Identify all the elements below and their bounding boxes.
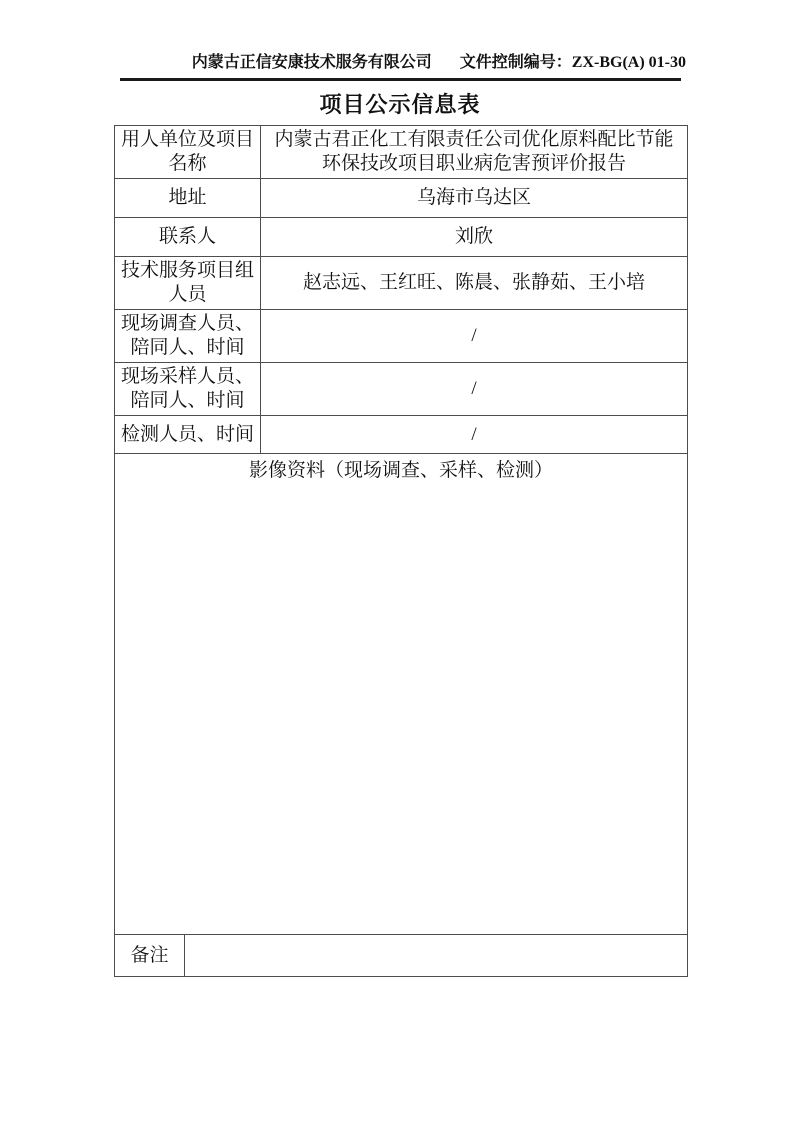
address-value: 乌海市乌达区 [261,179,688,218]
table-row [115,310,688,363]
table-row [115,218,688,257]
table-row [115,935,688,977]
project-info-table [114,125,688,977]
remark-label: 备注 [115,935,185,977]
site-sampling-label: 现场采样人员、陪同人、时间 [115,363,261,416]
site-survey-value: / [261,310,688,363]
doc-control-number: 文件控制编号：ZX-BG(A) 01-30 [459,54,686,71]
table-row [115,257,688,310]
table-row [115,416,688,454]
table-container [114,125,688,977]
address-label: 地址 [115,179,261,218]
detection-personnel-value: / [261,416,688,454]
detection-personnel-label: 检测人员、时间 [115,416,261,454]
contact-person-value: 刘欣 [261,218,688,257]
document-header [120,52,686,74]
contact-person-label: 联系人 [115,218,261,257]
table-row [115,126,688,179]
table-row [115,179,688,218]
employer-project-name-value: 内蒙古君正化工有限责任公司优化原料配比节能环保技改项目职业病危害预评价报告 [261,126,688,179]
site-survey-label: 现场调查人员、陪同人、时间 [115,310,261,363]
employer-project-name-label: 用人单位及项目名称 [115,126,261,179]
table-row [115,363,688,416]
company-name: 内蒙古正信安康技术服务有限公司 [191,54,432,71]
header-rule [120,78,681,81]
page-title: 项目公示信息表 [319,92,481,117]
media-materials-cell: 影像资料（现场调查、采样、检测） [115,454,688,935]
site-sampling-value: / [261,363,688,416]
remark-value [185,935,688,977]
service-team-label: 技术服务项目组人员 [115,257,261,310]
table-row [115,454,688,935]
service-team-value: 赵志远、王红旺、陈晨、张静茹、王小培 [261,257,688,310]
